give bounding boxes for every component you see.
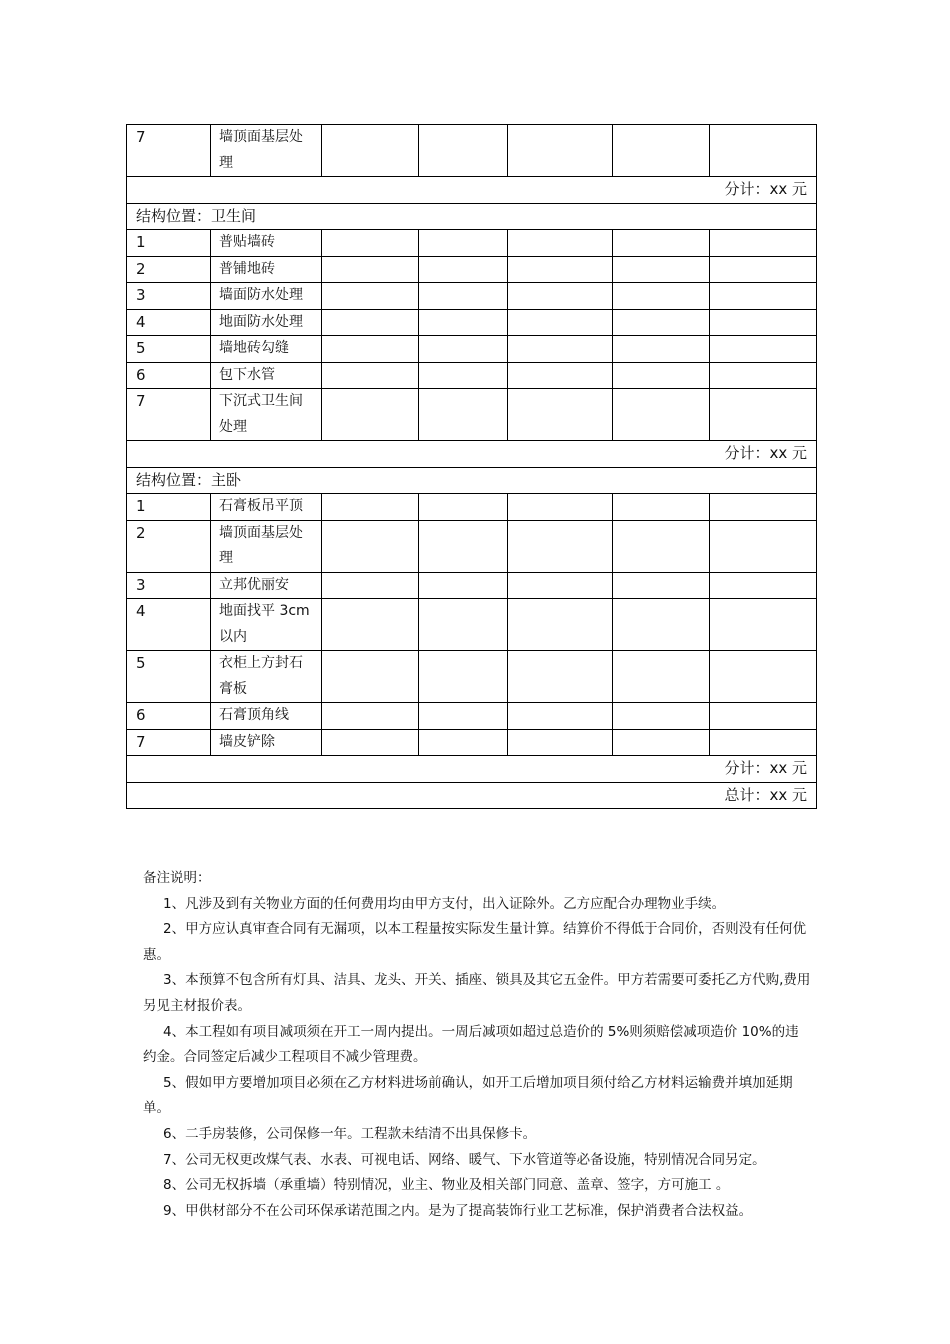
empty-cell xyxy=(613,494,710,521)
table-row xyxy=(127,703,817,730)
item-name: 石膏顶角线 xyxy=(211,703,322,730)
table-row xyxy=(127,572,817,599)
empty-cell xyxy=(710,572,817,599)
table-row xyxy=(127,494,817,521)
empty-cell xyxy=(419,729,508,756)
item-number: 7 xyxy=(127,389,211,441)
empty-cell xyxy=(322,494,419,521)
table-row xyxy=(127,256,817,283)
empty-cell xyxy=(508,599,613,651)
empty-cell xyxy=(508,651,613,703)
empty-cell xyxy=(508,520,613,572)
empty-cell xyxy=(322,703,419,730)
empty-cell xyxy=(419,309,508,336)
empty-cell xyxy=(710,230,817,257)
empty-cell xyxy=(419,336,508,363)
empty-cell xyxy=(322,362,419,389)
item-name: 衣柜上方封石膏板 xyxy=(211,651,322,703)
notes-title: 备注说明： xyxy=(143,870,211,886)
empty-cell xyxy=(419,389,508,441)
empty-cell xyxy=(419,283,508,310)
subtotal-text: 分计：xx 元 xyxy=(127,441,817,468)
notes-section xyxy=(143,866,811,1224)
note-item: 3、本预算不包含所有灯具、洁具、龙头、开关、插座、锁具及其它五金件。甲方若需要可委托乙方代购,费用另见主材报价表。 xyxy=(143,972,811,1014)
notes-list xyxy=(143,892,811,1225)
subtotal-row xyxy=(127,177,817,204)
empty-cell xyxy=(508,230,613,257)
table-row xyxy=(127,362,817,389)
subtotal-row xyxy=(127,756,817,783)
item-number: 1 xyxy=(127,494,211,521)
item-number: 3 xyxy=(127,572,211,599)
item-name: 地面找平 3cm 以内 xyxy=(211,599,322,651)
item-name: 立邦优丽安 xyxy=(211,572,322,599)
location-row xyxy=(127,467,817,494)
note-item: 7、公司无权更改煤气表、水表、可视电话、网络、暖气、下水管道等必备设施，特别情况合同另定。 xyxy=(163,1151,766,1168)
empty-cell xyxy=(613,599,710,651)
empty-cell xyxy=(322,230,419,257)
empty-cell xyxy=(322,256,419,283)
empty-cell xyxy=(710,703,817,730)
item-number: 4 xyxy=(127,309,211,336)
empty-cell xyxy=(508,336,613,363)
empty-cell xyxy=(710,362,817,389)
location-label: 结构位置：主卧 xyxy=(127,467,817,494)
empty-cell xyxy=(613,230,710,257)
subtotal-text: 分计：xx 元 xyxy=(127,756,817,783)
empty-cell xyxy=(613,389,710,441)
item-name: 墙面防水处理 xyxy=(211,283,322,310)
empty-cell xyxy=(508,572,613,599)
item-number: 4 xyxy=(127,599,211,651)
empty-cell xyxy=(613,651,710,703)
note-item: 5、假如甲方要增加项目必须在乙方材料进场前确认，如开工后增加项目须付给乙方材料运输费并填加延期单。 xyxy=(143,1074,793,1117)
table-row xyxy=(127,651,817,703)
subtotal-text: 总计：xx 元 xyxy=(127,782,817,809)
location-label: 结构位置：卫生间 xyxy=(127,203,817,230)
table-row xyxy=(127,389,817,441)
item-number: 7 xyxy=(127,729,211,756)
empty-cell xyxy=(322,729,419,756)
empty-cell xyxy=(419,572,508,599)
empty-cell xyxy=(710,494,817,521)
item-name: 下沉式卫生间处理 xyxy=(211,389,322,441)
item-number: 5 xyxy=(127,651,211,703)
empty-cell xyxy=(419,703,508,730)
empty-cell xyxy=(419,651,508,703)
item-number: 3 xyxy=(127,283,211,310)
empty-cell xyxy=(613,703,710,730)
empty-cell xyxy=(613,309,710,336)
empty-cell xyxy=(613,283,710,310)
empty-cell xyxy=(710,283,817,310)
empty-cell xyxy=(710,389,817,441)
item-name: 地面防水处理 xyxy=(211,309,322,336)
empty-cell xyxy=(710,256,817,283)
empty-cell xyxy=(508,362,613,389)
empty-cell xyxy=(322,389,419,441)
table-row xyxy=(127,520,817,572)
item-number: 2 xyxy=(127,256,211,283)
subtotal-row xyxy=(127,441,817,468)
empty-cell xyxy=(322,283,419,310)
empty-cell xyxy=(322,520,419,572)
empty-cell xyxy=(613,520,710,572)
item-name: 普铺地砖 xyxy=(211,256,322,283)
empty-cell xyxy=(508,283,613,310)
empty-cell xyxy=(710,520,817,572)
item-number: 7 xyxy=(127,125,211,177)
item-name: 包下水管 xyxy=(211,362,322,389)
location-row xyxy=(127,203,817,230)
item-number: 2 xyxy=(127,520,211,572)
empty-cell xyxy=(710,309,817,336)
note-item: 9、甲供材部分不在公司环保承诺范围之内。是为了提高装饰行业工艺标准，保护消费者合法权益。 xyxy=(163,1202,753,1219)
note-item: 8、公司无权拆墙（承重墙）特别情况，业主、物业及相关部门同意、盖章、签字，方可施工 。 xyxy=(163,1177,730,1194)
empty-cell xyxy=(419,599,508,651)
empty-cell xyxy=(710,729,817,756)
note-item: 4、本工程如有项目减项须在开工一周内提出。一周后减项如超过总造价的 5%则须赔偿减项造价 10%的违约金。合同签定后减少工程项目不减少管理费。 xyxy=(143,1023,799,1066)
empty-cell xyxy=(613,256,710,283)
item-name: 墙皮铲除 xyxy=(211,729,322,756)
empty-cell xyxy=(508,309,613,336)
item-name: 墙顶面基层处理 xyxy=(211,520,322,572)
empty-cell xyxy=(710,651,817,703)
empty-cell xyxy=(710,599,817,651)
item-number: 6 xyxy=(127,362,211,389)
empty-cell xyxy=(322,572,419,599)
item-number: 1 xyxy=(127,230,211,257)
empty-cell xyxy=(419,125,508,177)
empty-cell xyxy=(322,125,419,177)
table-row xyxy=(127,230,817,257)
item-number: 5 xyxy=(127,336,211,363)
table-row xyxy=(127,309,817,336)
empty-cell xyxy=(322,599,419,651)
quote-table xyxy=(126,124,817,809)
empty-cell xyxy=(322,336,419,363)
subtotal-text: 分计：xx 元 xyxy=(127,177,817,204)
item-name: 普贴墙砖 xyxy=(211,230,322,257)
empty-cell xyxy=(613,572,710,599)
empty-cell xyxy=(419,494,508,521)
item-name: 墙顶面基层处理 xyxy=(211,125,322,177)
empty-cell xyxy=(613,729,710,756)
empty-cell xyxy=(419,362,508,389)
empty-cell xyxy=(710,336,817,363)
subtotal-row xyxy=(127,782,817,809)
item-name: 石膏板吊平顶 xyxy=(211,494,322,521)
empty-cell xyxy=(613,336,710,363)
empty-cell xyxy=(508,494,613,521)
empty-cell xyxy=(508,729,613,756)
table-row xyxy=(127,729,817,756)
empty-cell xyxy=(508,256,613,283)
note-item: 1、凡涉及到有关物业方面的任何费用均由甲方支付，出入证除外。乙方应配合办理物业手续。 xyxy=(163,895,726,912)
empty-cell xyxy=(613,125,710,177)
table-row xyxy=(127,125,817,177)
empty-cell xyxy=(419,520,508,572)
empty-cell xyxy=(419,256,508,283)
table-body xyxy=(127,125,817,809)
empty-cell xyxy=(508,389,613,441)
item-number: 6 xyxy=(127,703,211,730)
item-name: 墙地砖勾缝 xyxy=(211,336,322,363)
table-row xyxy=(127,599,817,651)
empty-cell xyxy=(322,651,419,703)
table-row xyxy=(127,283,817,310)
empty-cell xyxy=(419,230,508,257)
empty-cell xyxy=(508,125,613,177)
empty-cell xyxy=(508,703,613,730)
empty-cell xyxy=(322,309,419,336)
table-row xyxy=(127,336,817,363)
empty-cell xyxy=(613,362,710,389)
empty-cell xyxy=(710,125,817,177)
note-item: 2、甲方应认真审查合同有无漏项，以本工程量按实际发生量计算。结算价不得低于合同价，否则没有任何优惠。 xyxy=(143,921,807,963)
note-item: 6、二手房装修，公司保修一年。工程款未结清不出具保修卡。 xyxy=(163,1125,537,1142)
